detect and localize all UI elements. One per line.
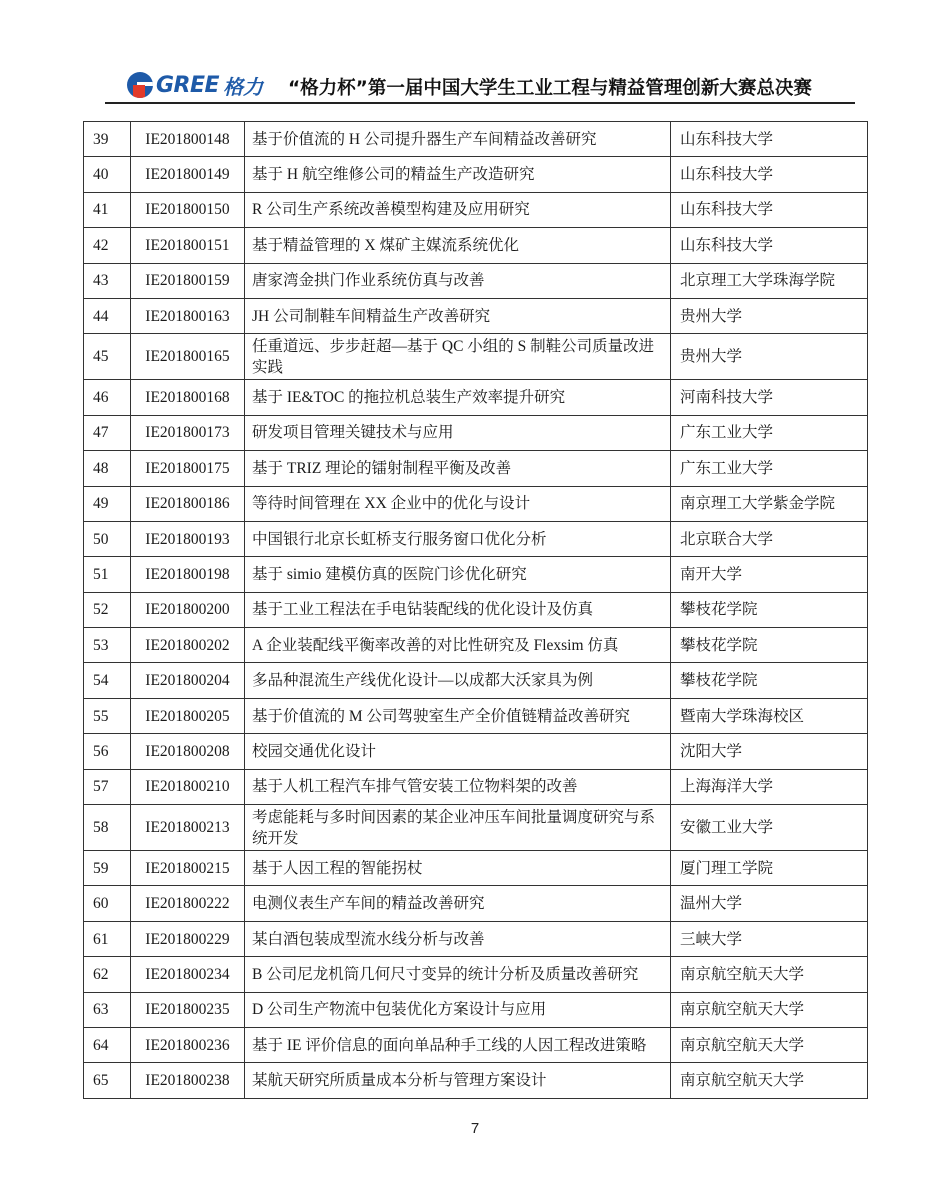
- project-title-cell: 基于 IE 评价信息的面向单品种手工线的人因工程改进策略: [245, 1027, 671, 1062]
- gree-logo: [127, 70, 263, 100]
- table-row: [84, 992, 868, 1027]
- table-row: [84, 298, 868, 333]
- project-id-cell: IE201800193: [131, 521, 245, 556]
- row-number-cell: 52: [84, 592, 131, 627]
- school-cell: 安徽工业大学: [671, 805, 868, 851]
- row-number-cell: 46: [84, 380, 131, 415]
- row-number-cell: 40: [84, 157, 131, 192]
- project-id-cell: IE201800198: [131, 557, 245, 592]
- project-id-cell: IE201800215: [131, 851, 245, 886]
- table-body: [84, 122, 868, 1099]
- project-id-cell: IE201800213: [131, 805, 245, 851]
- school-cell: 贵州大学: [671, 334, 868, 380]
- project-id-cell: IE201800186: [131, 486, 245, 521]
- project-id-cell: IE201800202: [131, 628, 245, 663]
- project-title-cell: 中国银行北京长虹桥支行服务窗口优化分析: [245, 521, 671, 556]
- table-row: [84, 921, 868, 956]
- school-cell: 暨南大学珠海校区: [671, 698, 868, 733]
- project-id-cell: IE201800168: [131, 380, 245, 415]
- table-row: [84, 192, 868, 227]
- table-row: [84, 486, 868, 521]
- page-header-title: “格力杯”第一届中国大学生工业工程与精益管理创新大赛总决赛: [288, 78, 812, 99]
- row-number-cell: 50: [84, 521, 131, 556]
- project-title-cell: 基于 TRIZ 理论的镭射制程平衡及改善: [245, 451, 671, 486]
- row-number-cell: 54: [84, 663, 131, 698]
- project-title-cell: R 公司生产系统改善模型构建及应用研究: [245, 192, 671, 227]
- project-id-cell: IE201800165: [131, 334, 245, 380]
- row-number-cell: 42: [84, 228, 131, 263]
- row-number-cell: 48: [84, 451, 131, 486]
- row-number-cell: 63: [84, 992, 131, 1027]
- table-row: [84, 769, 868, 804]
- logo-chinese: 格力: [223, 74, 264, 99]
- project-id-cell: IE201800222: [131, 886, 245, 921]
- project-title-cell: 基于价值流的 H 公司提升器生产车间精益改善研究: [245, 122, 671, 157]
- project-id-cell: IE201800163: [131, 298, 245, 333]
- project-title-cell: 唐家湾金拱门作业系统仿真与改善: [245, 263, 671, 298]
- school-cell: 厦门理工学院: [671, 851, 868, 886]
- project-id-cell: IE201800148: [131, 122, 245, 157]
- project-title-cell: B 公司尼龙机筒几何尺寸变异的统计分析及质量改善研究: [245, 957, 671, 992]
- school-cell: 河南科技大学: [671, 380, 868, 415]
- school-cell: 攀枝花学院: [671, 628, 868, 663]
- table-row: [84, 957, 868, 992]
- table-row: [84, 263, 868, 298]
- project-id-cell: IE201800175: [131, 451, 245, 486]
- table-row: [84, 698, 868, 733]
- school-cell: 南京航空航天大学: [671, 957, 868, 992]
- logo-text: GREE: [156, 72, 220, 98]
- row-number-cell: 61: [84, 921, 131, 956]
- school-cell: 南京航空航天大学: [671, 1027, 868, 1062]
- project-id-cell: IE201800149: [131, 157, 245, 192]
- school-cell: 上海海洋大学: [671, 769, 868, 804]
- project-table: [83, 121, 868, 1099]
- table-row: [84, 521, 868, 556]
- project-title-cell: 基于工业工程法在手电钻装配线的优化设计及仿真: [245, 592, 671, 627]
- row-number-cell: 51: [84, 557, 131, 592]
- table-row: [84, 628, 868, 663]
- project-id-cell: IE201800229: [131, 921, 245, 956]
- row-number-cell: 64: [84, 1027, 131, 1062]
- school-cell: 北京理工大学珠海学院: [671, 263, 868, 298]
- table-row: [84, 886, 868, 921]
- row-number-cell: 57: [84, 769, 131, 804]
- table-row: [84, 851, 868, 886]
- project-title-cell: 某白酒包装成型流水线分析与改善: [245, 921, 671, 956]
- project-id-cell: IE201800205: [131, 698, 245, 733]
- project-title-cell: 基于 IE&TOC 的拖拉机总装生产效率提升研究: [245, 380, 671, 415]
- project-id-cell: IE201800151: [131, 228, 245, 263]
- project-id-cell: IE201800208: [131, 734, 245, 769]
- project-title-cell: 电测仪表生产车间的精益改善研究: [245, 886, 671, 921]
- table-row: [84, 592, 868, 627]
- school-cell: 山东科技大学: [671, 157, 868, 192]
- project-title-cell: 基于精益管理的 X 煤矿主媒流系统优化: [245, 228, 671, 263]
- project-title-cell: 考虑能耗与多时间因素的某企业冲压车间批量调度研究与系统开发: [245, 805, 671, 851]
- row-number-cell: 39: [84, 122, 131, 157]
- project-id-cell: IE201800150: [131, 192, 245, 227]
- table-row: [84, 1063, 868, 1098]
- project-title-cell: 校园交通优化设计: [245, 734, 671, 769]
- table-row: [84, 805, 868, 851]
- school-cell: 贵州大学: [671, 298, 868, 333]
- row-number-cell: 49: [84, 486, 131, 521]
- project-id-cell: IE201800238: [131, 1063, 245, 1098]
- school-cell: 南京理工大学紫金学院: [671, 486, 868, 521]
- gree-logo-icon: [127, 72, 153, 98]
- table-row: [84, 228, 868, 263]
- project-title-cell: 基于人机工程汽车排气管安装工位物料架的改善: [245, 769, 671, 804]
- project-title-cell: 任重道远、步步赶超—基于 QC 小组的 S 制鞋公司质量改进实践: [245, 334, 671, 380]
- school-cell: 南京航空航天大学: [671, 992, 868, 1027]
- table-row: [84, 415, 868, 450]
- table-row: [84, 334, 868, 380]
- row-number-cell: 62: [84, 957, 131, 992]
- project-id-cell: IE201800235: [131, 992, 245, 1027]
- school-cell: 南京航空航天大学: [671, 1063, 868, 1098]
- school-cell: 山东科技大学: [671, 228, 868, 263]
- table-row: [84, 557, 868, 592]
- project-title-cell: D 公司生产物流中包装优化方案设计与应用: [245, 992, 671, 1027]
- project-title-cell: JH 公司制鞋车间精益生产改善研究: [245, 298, 671, 333]
- table-row: [84, 734, 868, 769]
- project-id-cell: IE201800234: [131, 957, 245, 992]
- project-id-cell: IE201800200: [131, 592, 245, 627]
- table-row: [84, 451, 868, 486]
- project-id-cell: IE201800204: [131, 663, 245, 698]
- table-row: [84, 122, 868, 157]
- school-cell: 山东科技大学: [671, 192, 868, 227]
- row-number-cell: 47: [84, 415, 131, 450]
- school-cell: 广东工业大学: [671, 451, 868, 486]
- project-title-cell: 某航天研究所质量成本分析与管理方案设计: [245, 1063, 671, 1098]
- school-cell: 北京联合大学: [671, 521, 868, 556]
- row-number-cell: 43: [84, 263, 131, 298]
- project-title-cell: 基于价值流的 M 公司驾驶室生产全价值链精益改善研究: [245, 698, 671, 733]
- table-row: [84, 380, 868, 415]
- row-number-cell: 65: [84, 1063, 131, 1098]
- project-title-cell: 研发项目管理关键技术与应用: [245, 415, 671, 450]
- row-number-cell: 41: [84, 192, 131, 227]
- project-title-cell: 等待时间管理在 XX 企业中的优化与设计: [245, 486, 671, 521]
- school-cell: 山东科技大学: [671, 122, 868, 157]
- school-cell: 攀枝花学院: [671, 592, 868, 627]
- row-number-cell: 44: [84, 298, 131, 333]
- project-id-cell: IE201800173: [131, 415, 245, 450]
- school-cell: 温州大学: [671, 886, 868, 921]
- row-number-cell: 45: [84, 334, 131, 380]
- project-id-cell: IE201800210: [131, 769, 245, 804]
- school-cell: 广东工业大学: [671, 415, 868, 450]
- project-title-cell: 基于人因工程的智能拐杖: [245, 851, 671, 886]
- row-number-cell: 55: [84, 698, 131, 733]
- row-number-cell: 58: [84, 805, 131, 851]
- project-title-cell: 多品种混流生产线优化设计—以成都大沃家具为例: [245, 663, 671, 698]
- table-row: [84, 663, 868, 698]
- project-id-cell: IE201800236: [131, 1027, 245, 1062]
- project-title-cell: 基于 H 航空维修公司的精益生产改造研究: [245, 157, 671, 192]
- row-number-cell: 59: [84, 851, 131, 886]
- row-number-cell: 53: [84, 628, 131, 663]
- school-cell: 三峡大学: [671, 921, 868, 956]
- project-title-cell: 基于 simio 建模仿真的医院门诊优化研究: [245, 557, 671, 592]
- row-number-cell: 60: [84, 886, 131, 921]
- project-id-cell: IE201800159: [131, 263, 245, 298]
- school-cell: 南开大学: [671, 557, 868, 592]
- project-title-cell: A 企业装配线平衡率改善的对比性研究及 Flexsim 仿真: [245, 628, 671, 663]
- school-cell: 攀枝花学院: [671, 663, 868, 698]
- table-row: [84, 157, 868, 192]
- page-header: [105, 66, 855, 104]
- row-number-cell: 56: [84, 734, 131, 769]
- page-number: 7: [470, 1120, 480, 1137]
- table-row: [84, 1027, 868, 1062]
- school-cell: 沈阳大学: [671, 734, 868, 769]
- header-divider: [105, 102, 855, 104]
